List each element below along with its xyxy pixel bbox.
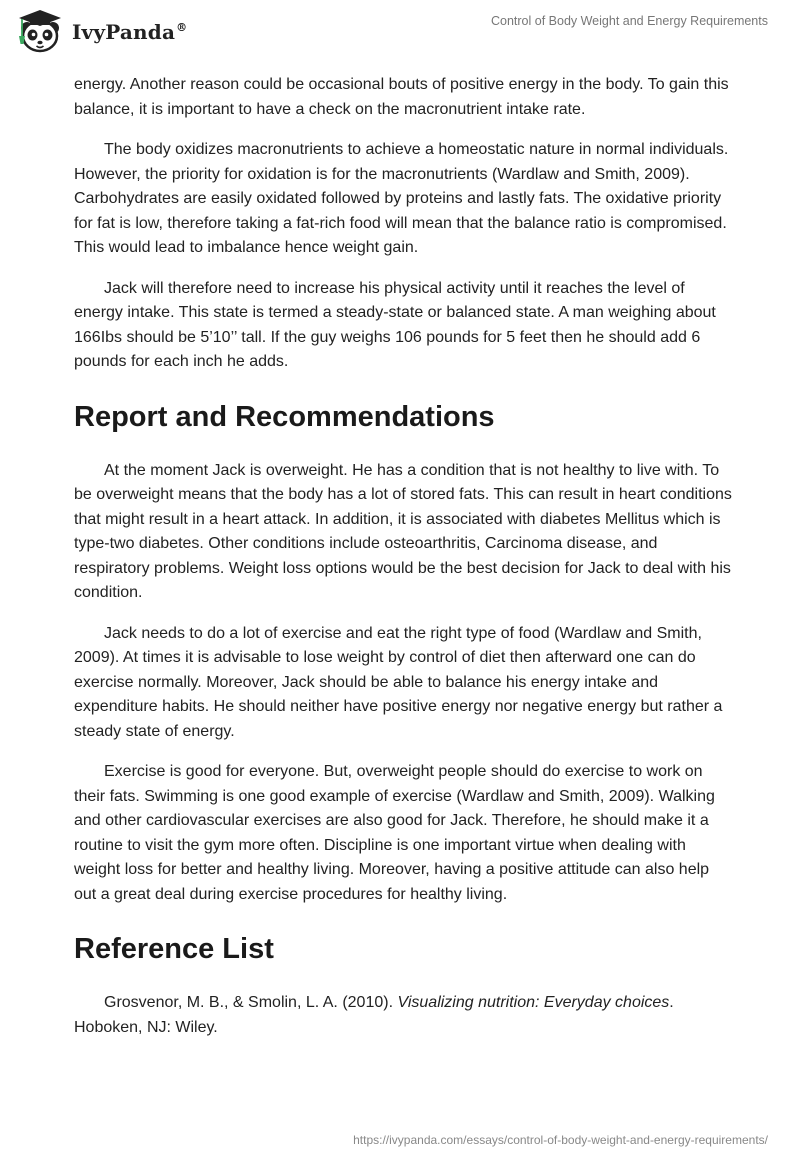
- reference-title: Visualizing nutrition: Everyday choices: [397, 994, 670, 1011]
- paragraph-exercise-benefits: Exercise is good for everyone. But, overweight people should do exercise to work on their fats. Swimming is one good example of exercise (Wardlaw and Smith, 2009). Walking and other cardiovascular exercises are also good for Jack. Therefore, he should make it a routine to visit the gym more often. Discipline is one important virtue when dealing with weight loss for better and healthy living. Moreover, having a positive attitude can also help out a great deal during exercise procedures for healthy living.: [74, 763, 715, 903]
- reference-authors: Grosvenor, M. B., & Smolin, L. A. (2010).: [104, 994, 398, 1011]
- reference-entry: [74, 991, 734, 1040]
- paragraph-exercise-diet: Jack needs to do a lot of exercise and eat the right type of food (Wardlaw and Smith, 2009). At times it is advisable to lose weight by control of diet then afterward one can do exercise normally. Moreover, Jack should be able to balance his energy intake and expenditure habits. He should neither have positive energy nor negative energy but rather a steady state of energy.: [74, 624, 723, 740]
- heading-report-recommendations: Report and Recommendations: [74, 400, 495, 433]
- source-url[interactable]: https://ivypanda.com/essays/control-of-body-weight-and-energy-requirements/: [353, 1133, 768, 1147]
- paragraph-continuation: energy. Another reason could be occasional bouts of positive energy in the body. To gain this balance, it is important to have a check on the macronutrient intake rate.: [74, 76, 729, 118]
- paragraph-macronutrient-oxidation: The body oxidizes macronutrients to achieve a homeostatic nature in normal individuals. However, the priority for oxidation is for the macronutrients (Wardlaw and Smith, 2009). Carbohydrates are easily oxidated followed by proteins and lastly fats. The oxidative priority for fat is low, therefore taking a fat-rich food will mean that the balance ratio is compromised. This would lead to imbalance hence weight gain.: [74, 141, 729, 256]
- logo-wordmark: IvyPanda®: [72, 20, 188, 44]
- reference-publisher: . Hoboken, NJ: Wiley.: [74, 994, 674, 1036]
- heading-reference-list: Reference List: [74, 933, 274, 965]
- page-header: [0, 0, 800, 60]
- essay-body: [74, 73, 734, 1056]
- panda-graduate-icon: [14, 6, 66, 58]
- paragraph-physical-activity: Jack will therefore need to increase his physical activity until it reaches the level of energy intake. This state is termed a steady-state or balanced state. A man weighing about 166Ibs should be 5’10’’ tall. If the guy weighs 106 pounds for 5 feet then he should add 6 pounds for each inch he adds.: [74, 279, 716, 370]
- ivypanda-logo[interactable]: [14, 6, 187, 58]
- paragraph-overweight-condition: At the moment Jack is overweight. He has a condition that is not healthy to live with. To be overweight means that the body has a lot of stored fats. This can result in heart conditions that might result in a heart attack. In addition, it is associated with diabetes Mellitus which is type-two diabetes. Other conditions include osteoarthritis, Carcinoma disease, and respiratory problems. Weight loss options would be the best decision for Jack to deal with his condition.: [74, 461, 732, 601]
- document-title: Control of Body Weight and Energy Requirements: [490, 14, 768, 28]
